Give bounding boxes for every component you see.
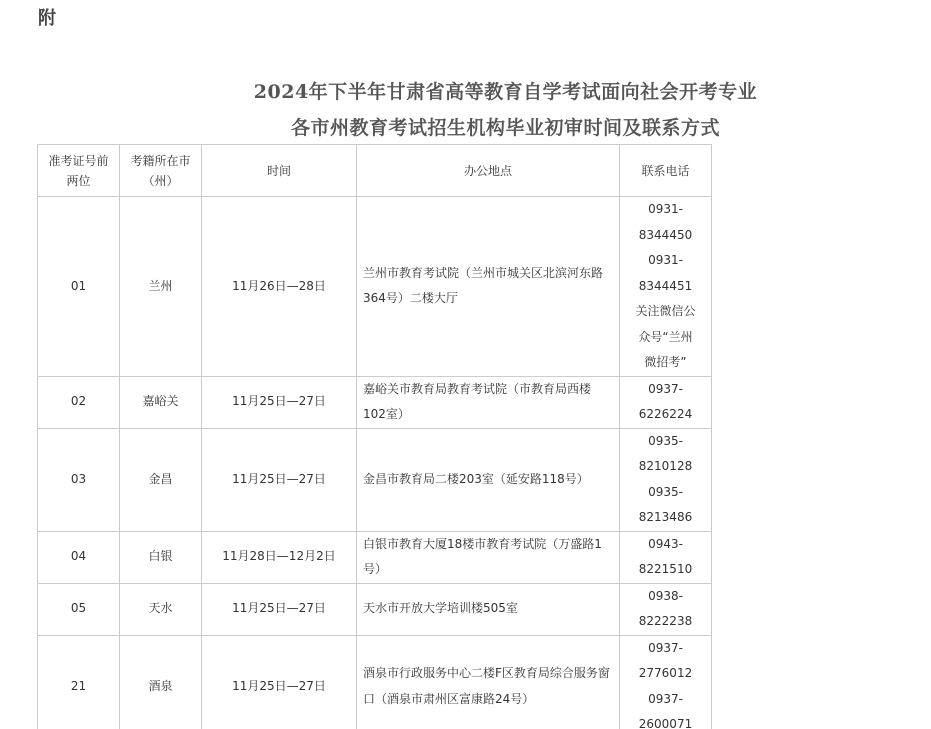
phone-line: 0935- <box>648 433 683 448</box>
header-prefix-line-2: 两位 <box>66 173 91 188</box>
header-prefix-line-1: 准考证号前 <box>48 153 109 168</box>
phone-line: 关注微信公 <box>635 304 696 318</box>
header-city-line-2: （州） <box>142 173 179 188</box>
phone-line: 2776012 <box>638 666 693 680</box>
header-phone: 联系电话 <box>620 145 712 197</box>
row-prefix: 21 <box>38 635 120 729</box>
phone-line: 8213486 <box>638 510 693 524</box>
row-address: 酒泉市行政服务中心二楼F区教育局综合服务窗口（酒泉市肃州区富康路24号） <box>357 635 620 729</box>
phone-line: 0935- <box>648 484 683 499</box>
table-row <box>38 583 712 635</box>
phone-line: 8344450 <box>638 227 693 242</box>
header-city-line-1: 考籍所在市 <box>130 153 191 168</box>
row-address: 白银市教育大厦18楼市教育考试院（万盛路1号） <box>357 531 620 583</box>
phone-line: 0938- <box>648 588 683 603</box>
table-row <box>38 376 712 428</box>
row-city: 兰州 <box>120 197 202 377</box>
header-prefix <box>38 145 120 197</box>
row-time: 11月26日—28日 <box>202 197 357 377</box>
row-address: 天水市开放大学培训楼505室 <box>357 583 620 635</box>
row-prefix: 05 <box>38 583 120 635</box>
phone-line: 8210128 <box>638 459 693 473</box>
row-prefix: 01 <box>38 197 120 377</box>
row-time: 11月25日—27日 <box>202 376 357 428</box>
row-time: 11月25日—27日 <box>202 583 357 635</box>
row-phone <box>620 197 712 377</box>
header-address: 办公地点 <box>357 145 620 197</box>
table-row <box>38 197 712 377</box>
document-title-line-2: 各市州教育考试招生机构毕业初审时间及联系方式 <box>290 117 720 139</box>
row-prefix: 04 <box>38 531 120 583</box>
row-city: 白银 <box>120 531 202 583</box>
row-phone <box>620 635 712 729</box>
row-address: 金昌市教育局二楼203室（延安路118号） <box>357 428 620 531</box>
phone-line: 0937- <box>648 691 683 706</box>
row-address: 兰州市教育考试院（兰州市城关区北滨河东路364号）二楼大厅 <box>357 197 620 377</box>
row-phone <box>620 376 712 428</box>
row-time: 11月25日—27日 <box>202 635 357 729</box>
row-city: 酒泉 <box>120 635 202 729</box>
appendix-label: 附 <box>38 8 56 29</box>
phone-line: 0931- <box>648 253 683 267</box>
header-city <box>120 145 202 197</box>
row-time: 11月25日—27日 <box>202 428 357 531</box>
row-prefix: 02 <box>38 376 120 428</box>
table-row <box>38 531 712 583</box>
row-time: 11月28日—12月2日 <box>202 531 357 583</box>
row-city: 天水 <box>120 583 202 635</box>
phone-line: 0943- <box>648 536 683 551</box>
table-row <box>38 635 712 729</box>
phone-line: 众号“兰州 <box>638 329 693 344</box>
phone-line: 0937- <box>648 381 683 396</box>
phone-line: 2600071 <box>638 717 693 729</box>
row-phone <box>620 531 712 583</box>
phone-line: 8221510 <box>638 562 693 576</box>
row-city: 金昌 <box>120 428 202 531</box>
review-schedule-table <box>37 144 712 729</box>
table-header-row <box>38 145 712 197</box>
row-phone <box>620 583 712 635</box>
header-time: 时间 <box>202 145 357 197</box>
row-prefix: 03 <box>38 428 120 531</box>
row-city: 嘉峪关 <box>120 376 202 428</box>
phone-line: 0931- <box>648 202 683 216</box>
document-title-line-1: 2024年下半年甘肃省高等教育自学考试面向社会开考专业 <box>253 81 758 103</box>
phone-line: 6226224 <box>638 407 693 421</box>
row-phone <box>620 428 712 531</box>
phone-line: 0937- <box>648 640 683 655</box>
phone-line: 微招考” <box>644 355 687 369</box>
row-address: 嘉峪关市教育局教育考试院（市教育局西楼102室） <box>357 376 620 428</box>
phone-line: 8344451 <box>638 278 693 293</box>
table-row <box>38 428 712 531</box>
phone-line: 8222238 <box>638 614 693 628</box>
